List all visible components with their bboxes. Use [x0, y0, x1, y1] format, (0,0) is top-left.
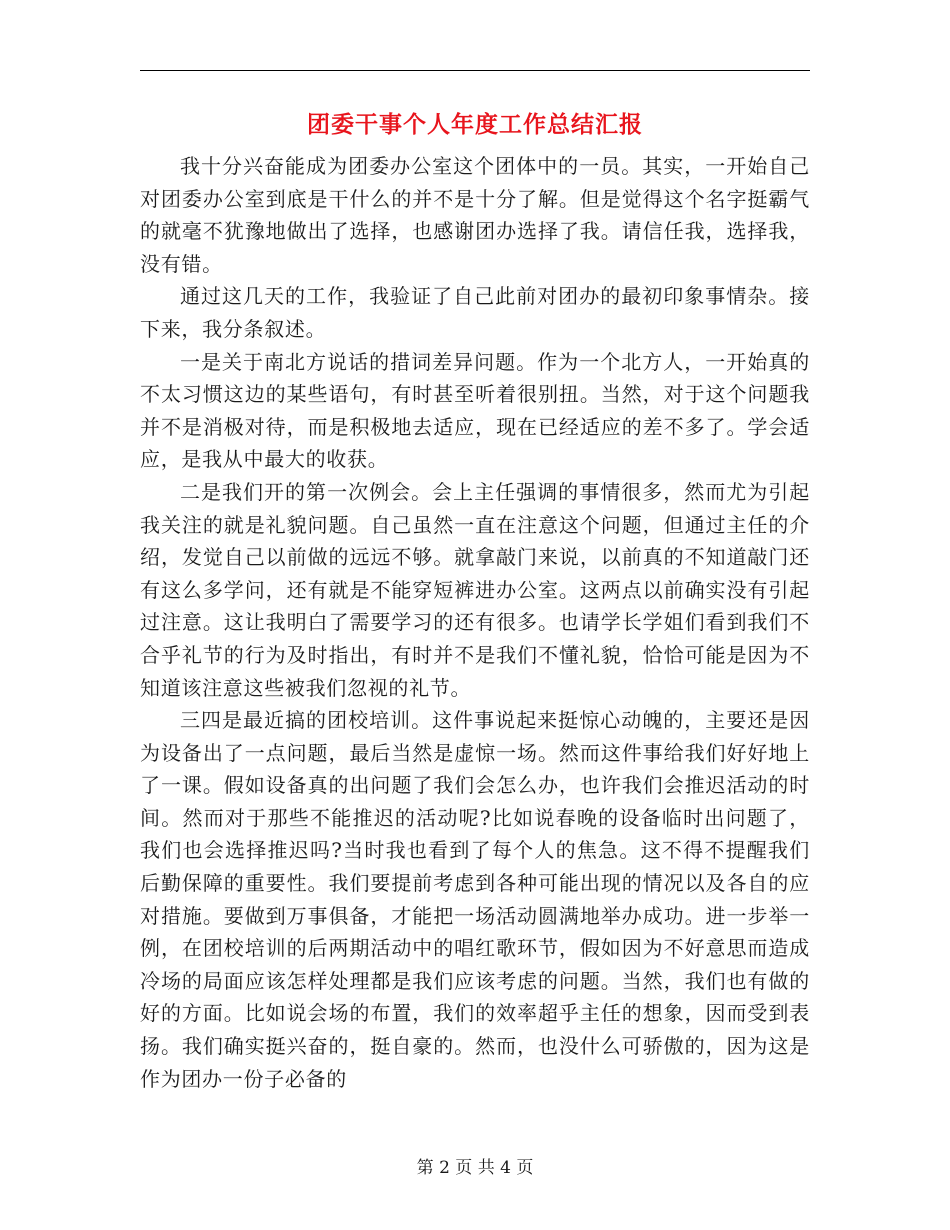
paragraph-point-three: 三四是最近搞的团校培训。这件事说起来挺惊心动魄的，主要还是因为设备出了一点问题，最后当然是虚惊一场。然而这件事给我们好好地上了一课。假如设备真的出问题了我们会怎么办，也许我们会推迟活动的时间。然而对于那些不能推迟的活动呢?比如说春晚的设备临时出问题了，我们也会选择推迟吗?当时我也看到了每个人的焦急。这不得不提醒我们后勤保障的重要性。我们要提前考虑到各种可能出现的情况以及各自的应对措施。要做到万事俱备，才能把一场活动圆满地举办成功。进一步举一例，在团校培训的后两期活动中的唱红歌环节，假如因为不好意思而造成冷场的局面应该怎样处理都是我们应该考虑的问题。当然，我们也有做的好的方面。比如说会场的布置，我们的效率超乎主任的想象，因而受到表扬。我们确实挺兴奋的，挺自豪的。然而，也没什么可骄傲的，因为这是作为团办一份子必备的	[140, 708, 810, 1091]
document-title: 团委干事个人年度工作总结汇报	[307, 111, 643, 138]
document-body	[140, 150, 810, 1095]
page-number-footer: 第 2 页 共 4 页	[416, 1158, 534, 1178]
header-rule	[140, 70, 810, 71]
paragraph-intro: 我十分兴奋能成为团委办公室这个团体中的一员。其实，一开始自己对团委办公室到底是干什么的并不是十分了解。但是觉得这个名字挺霸气的就毫不犹豫地做出了选择，也感谢团办选择了我。请信任我，选择我，没有错。	[140, 154, 810, 276]
paragraph-point-one: 一是关于南北方说话的措词差异问题。作为一个北方人，一开始真的不太习惯这边的某些语句，有时甚至听着很别扭。当然，对于这个问题我并不是消极对待，而是积极地去适应，现在已经适应的差不多了。学会适应，是我从中最大的收获。	[140, 349, 810, 472]
paragraph-point-two: 二是我们开的第一次例会。会上主任强调的事情很多，然而尤为引起我关注的就是礼貌问题。自己虽然一直在注意这个问题，但通过主任的介绍，发觉自己以前做的远远不够。就拿敲门来说，以前真的不知道敲门还有这么多学问，还有就是不能穿短裤进办公室。这两点以前确实没有引起过注意。这让我明白了需要学习的还有很多。也请学长学姐们看到我们不合乎礼节的行为及时指出，有时并不是我们不懂礼貌，恰恰可能是因为不知道该注意这些被我们忽视的礼节。	[140, 479, 810, 700]
paragraph-overview: 通过这几天的工作，我验证了自己此前对团办的最初印象事情杂。接下来，我分条叙述。	[140, 284, 810, 341]
